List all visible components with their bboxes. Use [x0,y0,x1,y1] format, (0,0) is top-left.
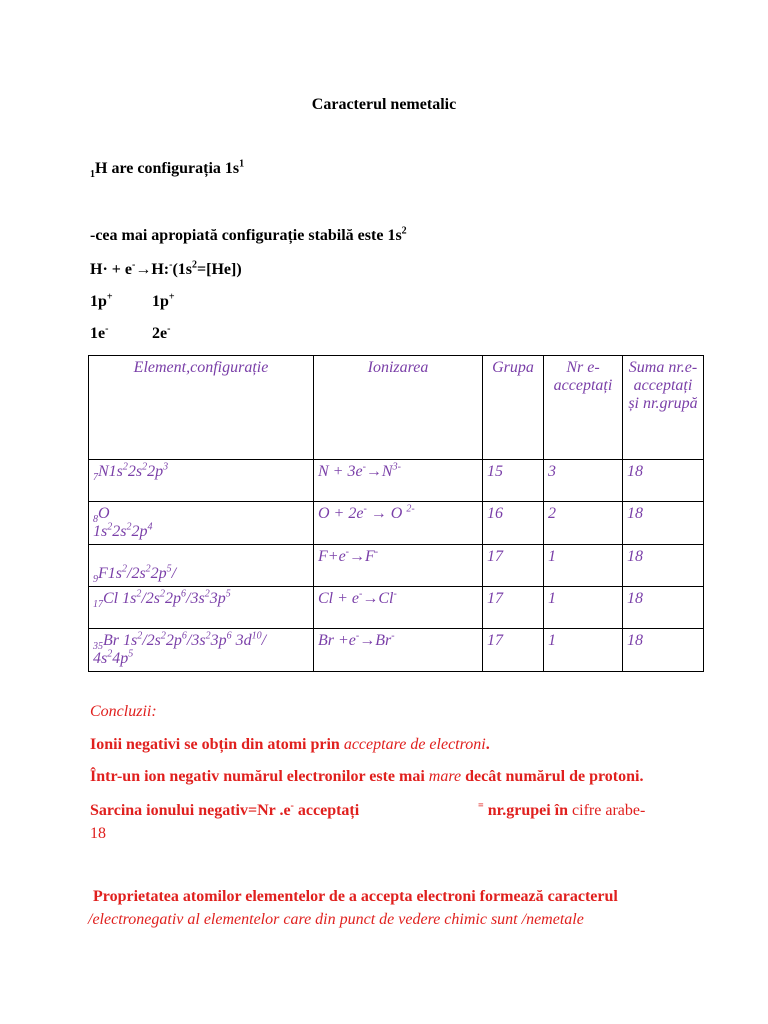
superscript: 2 [192,259,198,271]
electrons-right: 2e [152,325,168,342]
equation-arrow: →H: [135,261,170,278]
superscript: - [132,259,136,271]
cell-accepted: 1 [544,587,623,629]
conclusion-text: cifre arabe- [572,802,646,819]
cell-sum: 18 [623,545,704,587]
protons-right: 1p [152,293,169,310]
conclusion-text: decât numărul de protoni. [461,768,644,785]
conclusion-emphasis: acceptare de electroni [343,736,486,753]
final-statement-1: Proprietatea atomilor elementelor de a accepta electroni formează caracterul [93,888,618,905]
cell-sum: 18 [623,460,704,502]
conclusion-text: Ionii negativi se obțin din atomi prin [90,736,344,753]
cell-accepted: 1 [544,545,623,587]
table-row [89,502,704,545]
hydrogen-config-line [90,158,245,181]
protons-left: 1p [90,293,107,310]
closest-config-text: -cea mai apropiată configurație stabilă este 1s [90,227,402,244]
hydrogen-equation [90,261,242,279]
cell-element: $_7N1s^22s^22p^3$ [89,460,314,502]
hydrogen-config-text: H are configurația 1s [95,160,240,177]
ionization-table [88,355,704,672]
superscript: + [106,291,113,303]
header-accepted: Nr e- acceptați [544,356,623,460]
cell-ionization: $N + 3e^-\to N^{3-}$ [314,460,483,502]
conclusion-line-1 [90,736,490,754]
cell-accepted: 2 [544,502,623,545]
conclusion-line-2 [90,768,643,786]
cell-ionization: F+e-→F- [314,545,483,587]
conclusion-emphasis: mare [428,768,462,785]
page-title: Caracterul nemetalic [311,96,457,113]
cell-ionization: O + 2e- → O $^{2-}$ [314,502,483,545]
superscript: - [290,800,294,812]
equation-left: H· + e [90,261,132,278]
table-header-row [89,356,704,460]
superscript: 2 [401,225,407,237]
cell-ionization: Cl + e-→Cl- [314,587,483,629]
conclusion-text: acceptați [293,802,360,819]
superscript: - [169,259,173,271]
equation-tail-2: =[He]) [197,261,242,278]
conclusion-text: Într-un ion negativ numărul electronilor este mai [90,768,429,785]
final-statement-2: /electronegativ al elementelor care din punct de vedere chimic sunt /nemetale [88,911,584,928]
conclusion-line-3: Sarcina ionului negativ=Nr .e- acceptați = nr.grupei în cifre arabe- [90,800,646,819]
superscript: - [105,323,109,335]
table-row [89,587,704,629]
conclusions-heading: Concluzii: [90,703,157,720]
cell-element: $_8$O $1s^22s^22p^4$ [89,502,314,545]
table-row [89,629,704,672]
cell-group: 17 [483,587,544,629]
electrons-left: 1e [90,325,106,342]
conclusion-line-3-cont: 18 [90,825,106,842]
header-sum: Suma nr.e- acceptați și nr.grupă [623,356,704,460]
cell-group: 16 [483,502,544,545]
conclusion-text: nr.grupei în [487,802,573,819]
equation-tail: (1s [172,261,193,278]
cell-element: $_{17}$Cl $1s^2/2s^22p^6/3s^23p^5$ [89,587,314,629]
cell-group: 17 [483,629,544,672]
superscript: + [168,291,175,303]
atomic-number: 1 [90,169,95,181]
conclusion-text: Sarcina ionului negativ=Nr .e [90,802,291,819]
header-ionization: Ionizarea [314,356,483,460]
superscript: - [167,323,171,335]
cell-element: $_{35}$Br $1s^2/2s^22p^6/3s^23p^6$ $3d^{10}/$ $4s^24p^5$ [89,629,314,672]
cell-element: $_9F1s^2/2s^22p^5/$ [89,545,314,587]
table-row [89,460,704,502]
closest-config-line [90,227,407,245]
header-element: Element,configurație [89,356,314,460]
electrons-line [90,323,171,343]
protons-line [90,291,175,311]
cell-ionization: Br +e-→Br- [314,629,483,672]
conclusion-text: . [485,736,490,753]
cell-sum: 18 [623,502,704,545]
cell-sum: 18 [623,587,704,629]
cell-sum: 18 [623,629,704,672]
table-row [89,545,704,587]
header-group: Grupa [483,356,544,460]
cell-group: 17 [483,545,544,587]
cell-accepted: 3 [544,460,623,502]
superscript: 1 [239,158,245,170]
cell-accepted: 1 [544,629,623,672]
cell-group: 15 [483,460,544,502]
